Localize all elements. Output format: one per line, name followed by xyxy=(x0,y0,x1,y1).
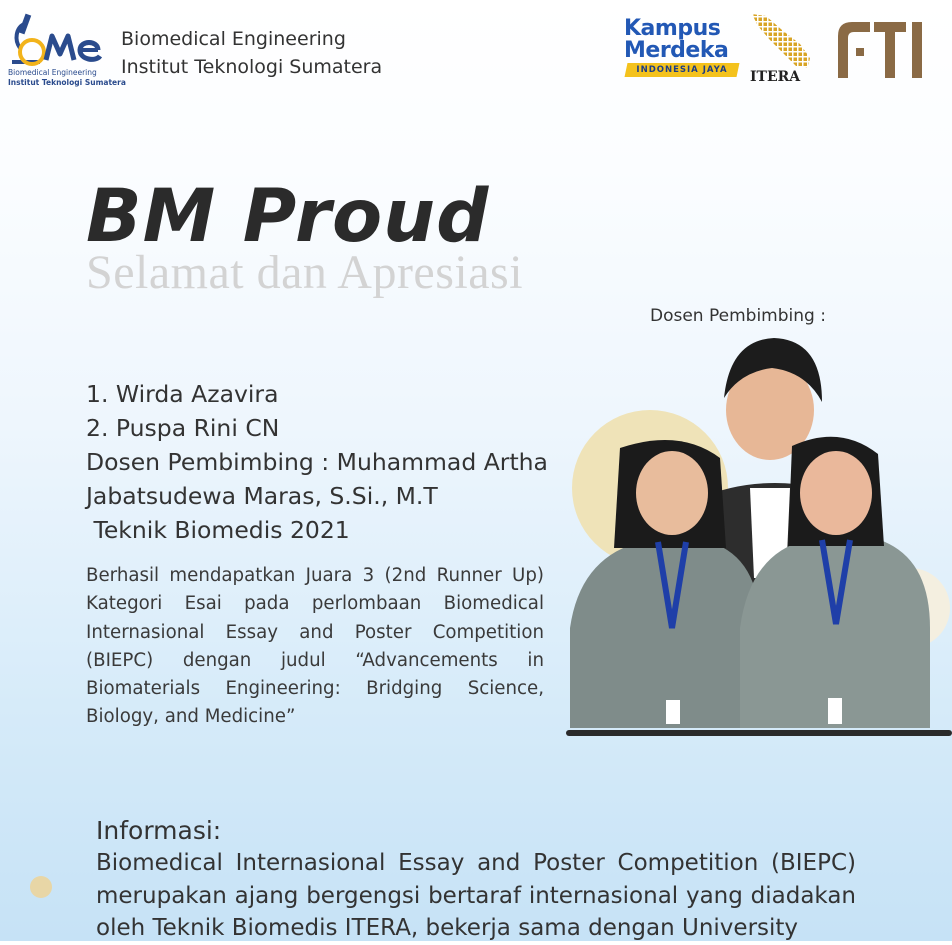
sumatra-map-icon xyxy=(748,12,814,72)
page-subtitle: Selamat dan Apresiasi xyxy=(86,246,524,299)
institution-line2: Institut Teknologi Sumatera xyxy=(121,56,383,78)
list-item: 2. Puspa Rini CN xyxy=(86,414,280,442)
kampus-merdeka-badge: INDONESIA JAYA xyxy=(636,65,728,75)
info-text: Biomedical Internasional Essay and Poster Competition (BIEPC) merupakan ajang bergengsi bertaraf internasional yang diadakan oleh Teknik Biomedis ITERA, bekerja sama dengan University xyxy=(96,850,856,941)
kampus-merdeka-logo xyxy=(622,14,744,80)
kampus-merdeka-line1: Kampus xyxy=(624,16,721,41)
logo-tagline-top: Biomedical Engineering xyxy=(8,68,97,77)
list-item: 1. Wirda Azavira xyxy=(86,380,279,408)
list-item: Teknik Biomedis 2021 xyxy=(86,516,350,544)
logo-tagline-bottom: Institut Teknologi Sumatera xyxy=(8,78,126,87)
team-photo-illustration xyxy=(560,328,952,742)
kampus-merdeka-line2: Merdeka xyxy=(624,38,729,63)
photo-label: Dosen Pembimbing : xyxy=(650,306,826,326)
fti-monogram-icon xyxy=(834,16,926,82)
itera-label: ITERA xyxy=(750,69,801,85)
bme-logo xyxy=(6,6,126,90)
fti-logo xyxy=(834,16,926,82)
achievement-description: Berhasil mendapatkan Juara 3 (2nd Runner Up) Kategori Esai pada perlombaan Biomedical Internasional Essay and Poster Competition (BIEPC) dengan judul “Advancements in Biomaterials Engineering: Bridging Science, Biology, and Medicine” xyxy=(86,565,544,728)
institution-line1: Biomedical Engineering xyxy=(121,28,346,50)
list-item: Jabatsudewa Maras, S.Si., M.T xyxy=(86,482,438,510)
info-title: Informasi: xyxy=(96,816,222,845)
page-title: BM Proud xyxy=(86,174,490,259)
list-item: Dosen Pembimbing : Muhammad Artha xyxy=(86,448,548,476)
decorative-dot xyxy=(30,876,52,898)
team-photo xyxy=(560,328,952,742)
